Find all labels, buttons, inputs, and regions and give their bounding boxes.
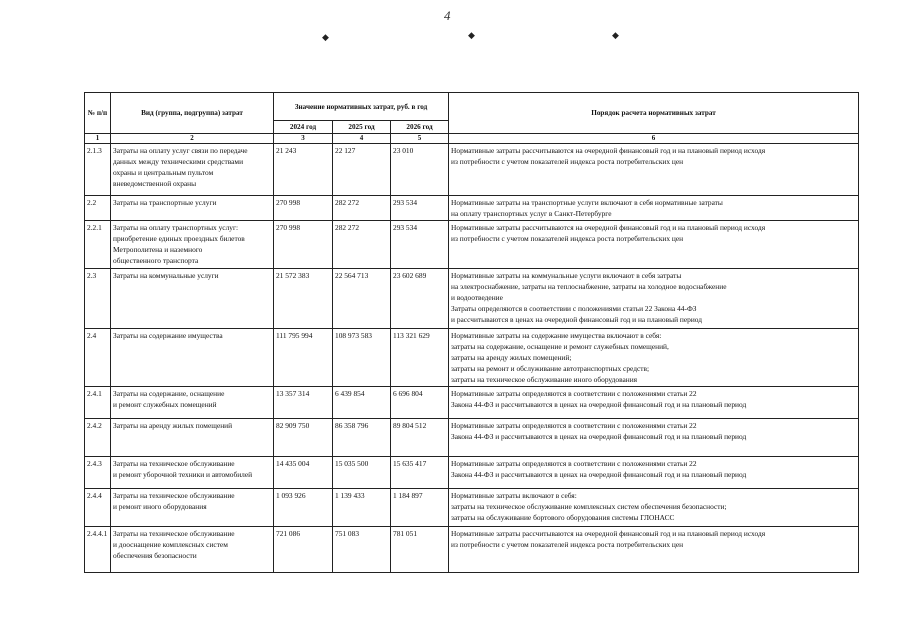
cost-type-cell [111, 527, 274, 573]
cost-type-line: приобретение единых проездных билетов [113, 234, 245, 243]
cost-value-2026: 781 051 [391, 527, 449, 573]
cost-type-line: и ремонт служебных помещений [113, 400, 217, 409]
method-cell [449, 527, 859, 573]
scan-mark: ◆ [468, 30, 475, 40]
method-line: и водоотведение [451, 293, 503, 302]
table-row [85, 144, 859, 196]
header-year-2024: 2024 год [274, 121, 333, 134]
cost-value-2024: 21 572 383 [274, 269, 333, 329]
cost-value-2026: 6 696 804 [391, 387, 449, 419]
row-number: 2.4.4.1 [85, 527, 111, 573]
cost-type-line: Метрополитена и наземного [113, 245, 203, 254]
norm-costs-table [84, 92, 859, 573]
row-number: 2.3 [85, 269, 111, 329]
table-row [85, 221, 859, 269]
table-row [85, 269, 859, 329]
cost-value-2024: 111 795 994 [274, 329, 333, 387]
method-line: затраты на техническое обслуживание иного оборудования [451, 375, 638, 384]
row-number: 2.4.1 [85, 387, 111, 419]
cost-value-2026: 89 804 512 [391, 419, 449, 457]
cost-value-2025: 282 272 [333, 221, 391, 269]
method-line: Нормативные затраты определяются в соответствии с положениями статьи 22 [451, 389, 697, 398]
table-row [85, 196, 859, 221]
method-line: затраты на содержание, оснащение и ремонт служебных помещений, [451, 342, 669, 351]
col-index-2: 2 [111, 134, 274, 144]
cost-type-cell [111, 457, 274, 489]
cost-value-2026: 23 010 [391, 144, 449, 196]
cost-type-line: Затраты на оплату транспортных услуг: [113, 223, 239, 232]
header-num: № п/п [85, 93, 111, 134]
cost-value-2024: 82 909 750 [274, 419, 333, 457]
table-row [85, 527, 859, 573]
row-number: 2.2.1 [85, 221, 111, 269]
method-line: Нормативные затраты на транспортные услуги включают в себя нормативные затраты [451, 198, 723, 207]
cost-type-cell [111, 196, 274, 221]
header-cost-value: Значение нормативных затрат, руб. в год [274, 93, 449, 121]
cost-value-2024: 721 086 [274, 527, 333, 573]
cost-type-cell [111, 269, 274, 329]
cost-value-2024: 270 998 [274, 221, 333, 269]
cost-value-2025: 22 564 713 [333, 269, 391, 329]
cost-type-line: Затраты на оплату услуг связи по передаче [113, 146, 248, 155]
cost-type-cell [111, 144, 274, 196]
cost-value-2025: 22 127 [333, 144, 391, 196]
col-index-3: 3 [274, 134, 333, 144]
method-line: из потребности с учетом показателей индекса роста потребительских цен [451, 157, 684, 166]
method-line: затраты на техническое обслуживание комплексных систем обеспечения безопасности; [451, 502, 727, 511]
row-number: 2.4.3 [85, 457, 111, 489]
col-index-6: 6 [449, 134, 859, 144]
method-cell [449, 387, 859, 419]
cost-type-line: и ремонт уборочной техники и автомобилей [113, 470, 253, 479]
method-line: Нормативные затраты определяются в соответствии с положениями статьи 22 [451, 421, 697, 430]
col-index-5: 5 [391, 134, 449, 144]
table-row [85, 457, 859, 489]
method-cell [449, 221, 859, 269]
cost-value-2025: 86 358 796 [333, 419, 391, 457]
cost-type-line: Затраты на содержание, оснащение [113, 389, 225, 398]
method-line: из потребности с учетом показателей индекса роста потребительских цен [451, 234, 684, 243]
cost-type-line: и дооснащение комплексных систем [113, 540, 228, 549]
method-line: Закона 44-ФЗ и рассчитываются в ценах на очередной финансовый год и на плановый период [451, 400, 747, 409]
cost-value-2024: 1 093 926 [274, 489, 333, 527]
cost-value-2025: 1 139 433 [333, 489, 391, 527]
method-line: на оплату транспортных услуг в Санкт-Петербурге [451, 209, 612, 218]
cost-type-cell [111, 419, 274, 457]
row-number: 2.4.4 [85, 489, 111, 527]
cost-value-2026: 113 321 629 [391, 329, 449, 387]
method-line: Нормативные затраты рассчитываются на очередной финансовый год и на плановый период исходя [451, 146, 766, 155]
table-row [85, 419, 859, 457]
cost-type-line: Затраты на техническое обслуживание [113, 529, 235, 538]
method-cell [449, 196, 859, 221]
method-line: из потребности с учетом показателей индекса роста потребительских цен [451, 540, 684, 549]
method-line: Нормативные затраты на коммунальные услуги включают в себя затраты [451, 271, 682, 280]
header-year-2026: 2026 год [391, 121, 449, 134]
row-number: 2.4 [85, 329, 111, 387]
cost-type-line: Затраты на коммунальные услуги [113, 271, 219, 280]
table-row [85, 329, 859, 387]
method-line: затраты на ремонт и обслуживание автотранспортных средств; [451, 364, 650, 373]
method-line: Нормативные затраты определяются в соответствии с положениями статьи 22 [451, 459, 697, 468]
cost-value-2026: 23 602 689 [391, 269, 449, 329]
cost-value-2026: 1 184 897 [391, 489, 449, 527]
method-cell [449, 457, 859, 489]
row-number: 2.2 [85, 196, 111, 221]
method-line: Нормативные затраты рассчитываются на очередной финансовый год и на плановый период исходя [451, 529, 766, 538]
method-line: затраты на обслуживание бортового оборудования системы ГЛОНАСС [451, 513, 675, 522]
cost-value-2024: 14 435 004 [274, 457, 333, 489]
method-line: на электроснабжение, затраты на теплоснабжение, затраты на холодное водоснабжение [451, 282, 727, 291]
method-cell [449, 419, 859, 457]
cost-value-2025: 15 035 500 [333, 457, 391, 489]
cost-value-2026: 293 534 [391, 221, 449, 269]
cost-value-2024: 270 998 [274, 196, 333, 221]
scan-mark: ◆ [612, 30, 619, 40]
cost-type-cell [111, 329, 274, 387]
cost-type-line: и ремонт иного оборудования [113, 502, 207, 511]
cost-value-2025: 751 083 [333, 527, 391, 573]
cost-value-2026: 15 635 417 [391, 457, 449, 489]
method-line: Затраты определяются в соответствии с положениями статьи 22 Закона 44-ФЗ [451, 304, 697, 313]
table-row [85, 489, 859, 527]
cost-type-line: Затраты на техническое обслуживание [113, 491, 235, 500]
cost-type-line: Затраты на транспортные услуги [113, 198, 217, 207]
col-index-4: 4 [333, 134, 391, 144]
col-index-1: 1 [85, 134, 111, 144]
cost-type-line: Затраты на аренду жилых помещений [113, 421, 233, 430]
method-line: и рассчитываются в ценах на очередной финансовый год и на плановый период [451, 315, 703, 324]
method-line: Нормативные затраты на содержание имущества включают в себя: [451, 331, 662, 340]
row-number: 2.1.3 [85, 144, 111, 196]
cost-type-line: общественного транспорта [113, 256, 199, 265]
method-cell [449, 489, 859, 527]
method-cell [449, 329, 859, 387]
cost-value-2024: 21 243 [274, 144, 333, 196]
row-number: 2.4.2 [85, 419, 111, 457]
method-line: Нормативные затраты включают в себя: [451, 491, 577, 500]
scan-mark: ◆ [322, 32, 329, 42]
header-cost-type: Вид (группа, подгруппа) затрат [111, 93, 274, 134]
cost-type-line: охраны и центральным пультом [113, 168, 214, 177]
cost-value-2025: 6 439 854 [333, 387, 391, 419]
method-cell [449, 144, 859, 196]
method-line: Закона 44-ФЗ и рассчитываются в ценах на очередной финансовый год и на плановый период [451, 432, 747, 441]
method-line: затраты на аренду жилых помещений; [451, 353, 572, 362]
cost-value-2026: 293 534 [391, 196, 449, 221]
cost-type-line: данных между техническими средствами [113, 157, 244, 166]
cost-type-line: обеспечения безопасности [113, 551, 197, 560]
method-line: Нормативные затраты рассчитываются на очередной финансовый год и на плановый период исходя [451, 223, 766, 232]
cost-value-2025: 108 973 583 [333, 329, 391, 387]
method-line: Закона 44-ФЗ и рассчитываются в ценах на очередной финансовый год и на плановый период [451, 470, 747, 479]
page-number: 4 [444, 8, 451, 23]
cost-type-line: вневедомственной охраны [113, 179, 197, 188]
cost-type-cell [111, 489, 274, 527]
header-method: Порядок расчета нормативных затрат [449, 93, 859, 134]
cost-value-2024: 13 357 314 [274, 387, 333, 419]
cost-type-cell [111, 387, 274, 419]
header-year-2025: 2025 год [333, 121, 391, 134]
method-cell [449, 269, 859, 329]
table-row [85, 387, 859, 419]
cost-value-2025: 282 272 [333, 196, 391, 221]
cost-type-line: Затраты на содержание имущества [113, 331, 223, 340]
cost-type-line: Затраты на техническое обслуживание [113, 459, 235, 468]
cost-type-cell [111, 221, 274, 269]
